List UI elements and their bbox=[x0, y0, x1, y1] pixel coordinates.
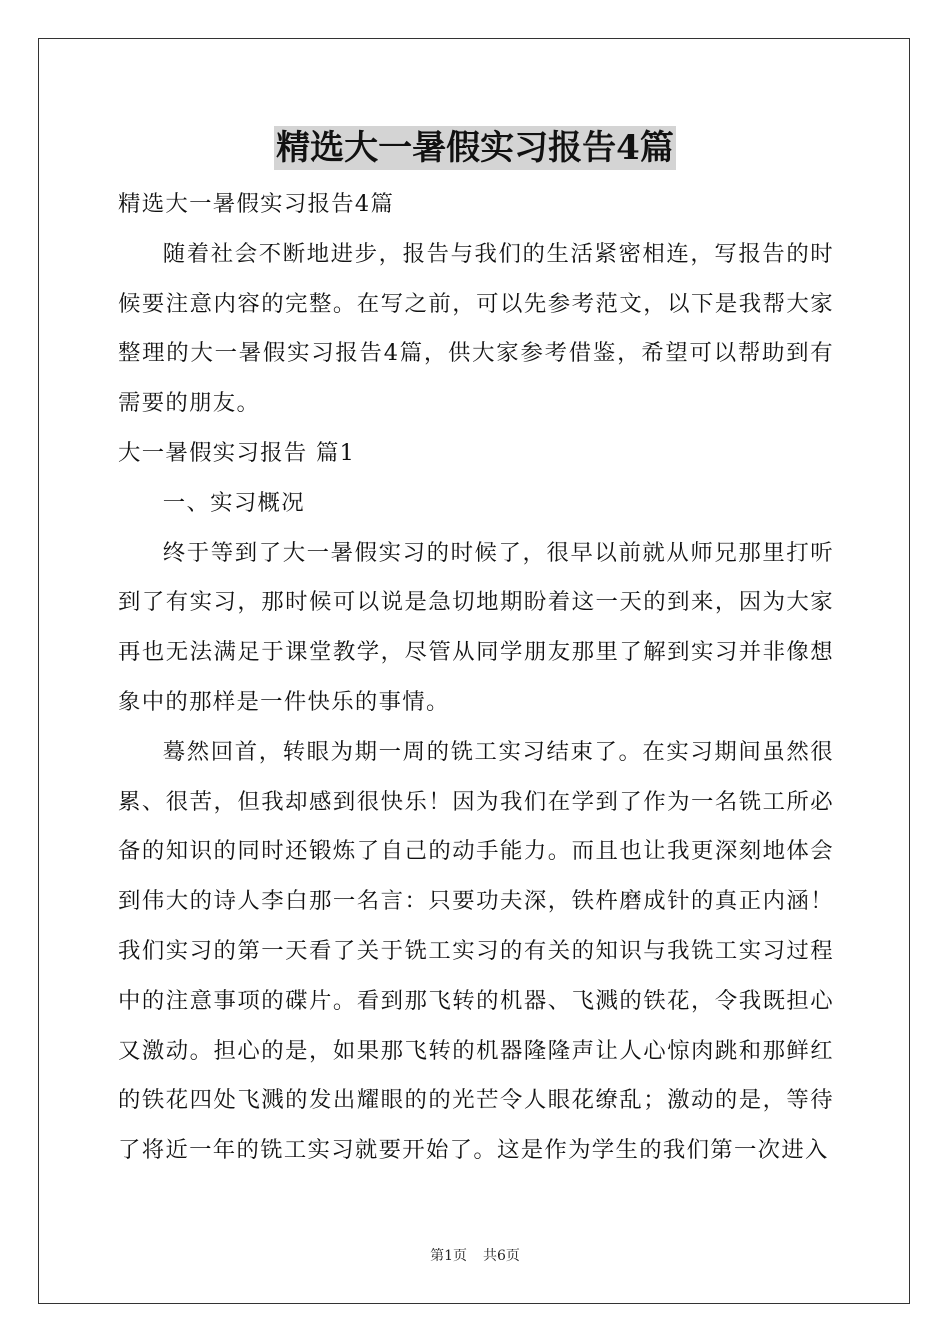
section-subheading: 一、实习概况 bbox=[162, 489, 305, 516]
intro-paragraph: 随着社会不断地进步，报告与我们的生活紧密相连，写报告的时候要注意内容的完整。在写之前，可以先参考范文，以下是我帮大家整理的大一暑假实习报告4篇，供大家参考借鉴，希望可以帮助到有需要的朋友。 bbox=[118, 240, 834, 417]
section-heading: 大一暑假实习报告 篇1 bbox=[118, 439, 356, 466]
title-container bbox=[0, 126, 950, 170]
page-footer bbox=[0, 1246, 950, 1266]
document-subtitle: 精选大一暑假实习报告4篇 bbox=[118, 191, 395, 217]
body-paragraph-2: 蓦然回首，转眼为期一周的铣工实习结束了。在实习期间虽然很累、很苦，但我却感到很快乐！因为我们在学到了作为一名铣工所必备的知识的同时还锻炼了自己的动手能力。而且也让我更深刻地体会到伟大的诗人李白那一名言：只要功夫深，铁杵磨成针的真正内涵！我们实习的第一天看了关于铣工实习的有关的知识与我铣工实习过程中的注意事项的碟片。看到那飞转的机器、飞溅的铁花，令我既担心又激动。担心的是，如果那飞转的机器隆隆声让人心惊肉跳和那鲜红的铁花四处飞溅的发出耀眼的的光芒令人眼花缭乱；激动的是，等待了将近一年的铣工实习就要开始了。这是作为学生的我们第一次进入 bbox=[118, 738, 834, 1164]
body-paragraph-1: 终于等到了大一暑假实习的时候了，很早以前就从师兄那里打听到了有实习，那时候可以说是急切地期盼着这一天的到来，因为大家再也无法满足于课堂教学，尽管从同学朋友那里了解到实习并非像想象中的那样是一件快乐的事情。 bbox=[118, 539, 834, 715]
document-body bbox=[118, 180, 834, 1176]
page-number: 第1页 bbox=[430, 1248, 467, 1264]
page-total: 共6页 bbox=[483, 1248, 520, 1264]
document-title: 精选大一暑假实习报告4篇 bbox=[276, 128, 674, 168]
